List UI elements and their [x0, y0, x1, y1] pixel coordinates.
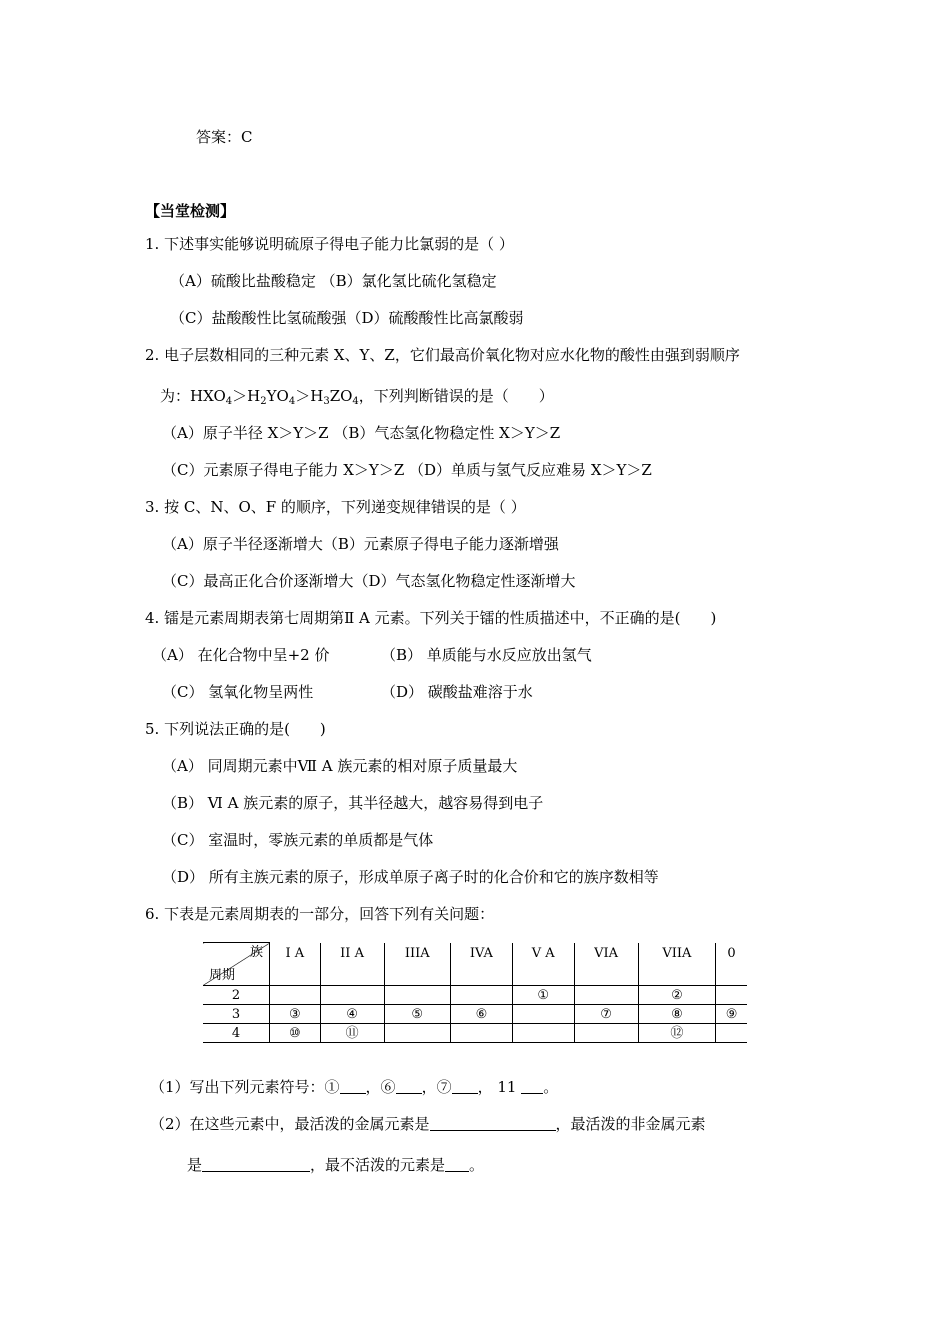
group-header: V A [512, 943, 574, 986]
answer-blank[interactable] [445, 1157, 469, 1172]
element-cell [574, 1024, 638, 1043]
q4-option-b: （B） 单质能与水反应放出氢气 [381, 646, 592, 664]
q5-option-d: （D） 所有主族元素的原子，形成单原子离子时的化合价和它的族序数相等 [162, 868, 659, 886]
element-cell: ② [638, 986, 715, 1005]
element-cell: ⑥ [450, 1005, 512, 1024]
periodic-table-fragment [203, 942, 747, 1043]
q2-stem: 2. 电子层数相同的三种元素 X、Y、Z，它们最高价氧化物对应水化物的酸性由强到弱顺序 [145, 346, 740, 364]
q6-sub2-line2: 是 ，最不活泼的元素是 。 [187, 1156, 485, 1174]
element-cell [512, 1024, 574, 1043]
element-cell [384, 1024, 450, 1043]
q2-options-cd: （C）元素原子得电子能力 X＞Y＞Z （D）单质与氢气反应难易 X＞Y＞Z [162, 461, 652, 479]
group-header: IIIA [384, 943, 450, 986]
q5-option-a: （A） 同周期元素中Ⅶ A 族元素的相对原子质量最大 [162, 757, 518, 775]
group-header: IVA [450, 943, 512, 986]
answer-line: 答案：C [196, 128, 253, 146]
answer-blank[interactable] [396, 1079, 422, 1094]
answer-blank[interactable] [202, 1157, 310, 1172]
q2-stem-formula: 为：$HXO_4>H_2YO_4>H_3ZO_4$，下列判断错误的是（ ） [160, 387, 554, 407]
group-header: 0 [716, 943, 747, 986]
element-cell [716, 986, 747, 1005]
q5-option-b: （B） Ⅵ A 族元素的原子，其半径越大，越容易得到电子 [162, 794, 544, 812]
answer-blank[interactable] [430, 1116, 556, 1131]
period-cell: 4 [203, 1024, 270, 1043]
table-corner-header [203, 943, 270, 986]
group-header: VIIA [638, 943, 715, 986]
period-cell: 2 [203, 986, 270, 1005]
corner-period-label: 周期 [209, 968, 236, 983]
group-header: II A [320, 943, 384, 986]
answer-blank[interactable] [452, 1079, 478, 1094]
element-cell: ⑨ [716, 1005, 747, 1024]
group-header: VIA [574, 943, 638, 986]
element-cell: ⑪ [320, 1024, 384, 1043]
element-cell [574, 986, 638, 1005]
answer-blank[interactable] [340, 1079, 366, 1094]
q6-sub1: （1）写出下列元素符号：① ，⑥ ，⑦ ， 11 。 [150, 1078, 559, 1096]
q5-stem: 5. 下列说法正确的是( ) [145, 720, 326, 738]
table-row [203, 1005, 747, 1024]
table-row [203, 986, 747, 1005]
element-cell: ⑧ [638, 1005, 715, 1024]
element-cell [450, 1024, 512, 1043]
corner-group-label: 族 [249, 945, 263, 960]
q2-options-ab: （A）原子半径 X＞Y＞Z （B）气态氢化物稳定性 X＞Y＞Z [162, 424, 561, 442]
q4-option-a: （A） 在化合物中呈+2 价 [152, 646, 330, 664]
q4-option-d: （D） 碳酸盐难溶于水 [381, 683, 533, 701]
element-cell [512, 1005, 574, 1024]
element-cell: ⑫ [638, 1024, 715, 1043]
element-cell: ⑤ [384, 1005, 450, 1024]
element-cell [320, 986, 384, 1005]
period-cell: 3 [203, 1005, 270, 1024]
group-header: I A [270, 943, 321, 986]
q6-stem: 6. 下表是元素周期表的一部分，回答下列有关问题： [145, 905, 495, 923]
element-cell [270, 986, 321, 1005]
q1-options-cd: （C）盐酸酸性比氢硫酸强（D）硫酸酸性比高氯酸弱 [170, 309, 524, 327]
q3-options-cd: （C）最高正化合价逐渐增大（D）气态氢化物稳定性逐渐增大 [162, 572, 576, 590]
element-cell: ① [512, 986, 574, 1005]
element-cell: ④ [320, 1005, 384, 1024]
element-cell: ⑩ [270, 1024, 321, 1043]
section-title: 【当堂检测】 [145, 202, 236, 220]
answer-blank[interactable] [521, 1079, 543, 1094]
element-cell [716, 1024, 747, 1043]
q5-option-c: （C） 室温时，零族元素的单质都是气体 [162, 831, 434, 849]
q4-stem: 4. 镭是元素周期表第七周期第Ⅱ A 元素。下列关于镭的性质描述中，不正确的是( ) [145, 609, 717, 627]
element-cell: ⑦ [574, 1005, 638, 1024]
element-cell: ③ [270, 1005, 321, 1024]
q3-options-ab: （A）原子半径逐渐增大（B）元素原子得电子能力逐渐增强 [162, 535, 559, 553]
q6-sub2: （2）在这些元素中，最活泼的金属元素是 ，最活泼的非金属元素 [150, 1115, 706, 1133]
q3-stem: 3. 按 C、N、O、F 的顺序，下列递变规律错误的是（ ） [145, 498, 526, 516]
q1-options-ab: （A）硫酸比盐酸稳定 （B）氯化氢比硫化氢稳定 [170, 272, 497, 290]
table-row [203, 1024, 747, 1043]
element-cell [384, 986, 450, 1005]
element-cell [450, 986, 512, 1005]
q4-option-c: （C） 氢氧化物呈两性 [162, 683, 314, 701]
q1-stem: 1. 下述事实能够说明硫原子得电子能力比氯弱的是（ ） [145, 235, 514, 253]
